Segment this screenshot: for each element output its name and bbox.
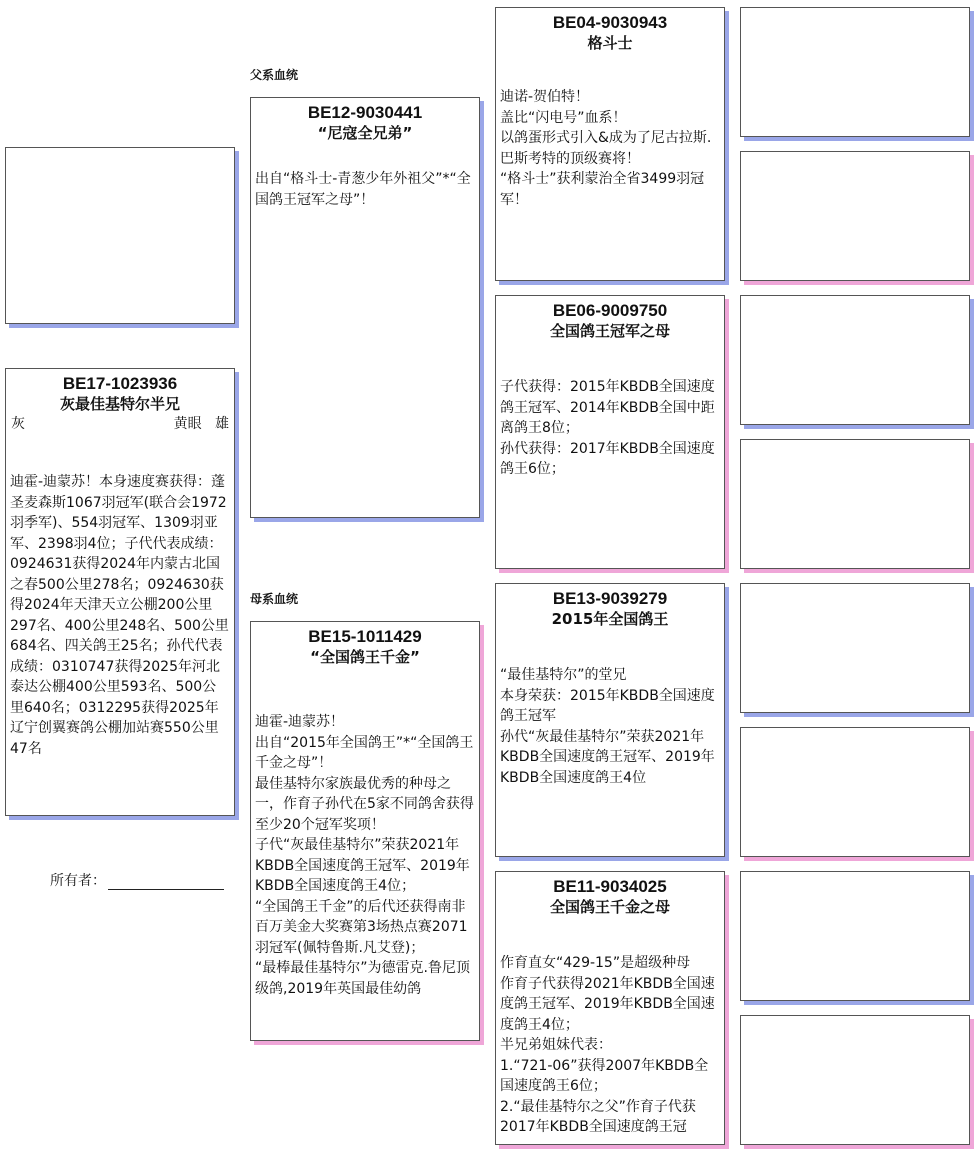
subject-eye-sex	[174, 414, 229, 434]
sire-name: “尼寇全兄弟”	[317, 124, 413, 142]
sire-sire-card	[495, 7, 725, 281]
dam-sire-card	[495, 583, 725, 857]
sire-dam-ring: BE06-9009750	[552, 301, 668, 320]
subject-name: 灰最佳基特尔半兄	[59, 395, 180, 413]
dam-dam-ring: BE11-9034025	[553, 877, 667, 896]
photo-frame	[5, 147, 235, 324]
dam-sire-ring: BE13-9039279	[552, 589, 668, 608]
owner-field	[50, 870, 224, 890]
sire-line-label: 父系血统	[250, 68, 299, 82]
great-grandparent-card	[740, 7, 970, 137]
dam-name: “全国鸽王千金”	[310, 648, 420, 666]
owner-line[interactable]	[108, 873, 224, 890]
great-grandparent-card	[740, 1015, 970, 1145]
dam-dam-name: 全国鸽王千金之母	[549, 898, 670, 916]
sire-card	[250, 97, 480, 518]
great-grandparent-card	[740, 727, 970, 857]
owner-label: 所有者：	[50, 873, 106, 889]
dam-dam-description: 作育直女“429-15”是超级种母 作育子代获得2021年KBDB全国速度鸽王冠军、2019年KBDB全国速度鸽王4位； 半兄弟姐妹代表： 1.“721-06”获得2007年KBDB全国速度鸽王6位； 2.“最佳基特尔之父”作育子代获2017年KBDB全国速度鸽王冠	[500, 955, 715, 1135]
sire-dam-card	[495, 295, 725, 569]
subject-sex: 雄	[215, 416, 229, 432]
great-grandparent-card	[740, 151, 970, 281]
dam-dam-card	[495, 871, 725, 1145]
dam-card	[250, 621, 480, 1041]
dam-ring: BE15-1011429	[308, 627, 422, 646]
great-grandparent-card	[740, 439, 970, 569]
subject-description: 迪霍-迪蒙苏！本身速度赛获得：蓬圣麦森斯1067羽冠军(联合会1972羽季军)、554羽冠军、1309羽亚军、2398羽4位；子代代表成绩：0924631获得2024年内蒙古北国之春500公里278名；0924630获得2024年天津天立公棚200公里297名、400公里248名、500公里684名、四关鸽王25名；孙代代表成绩：0310747获得2025年河北泰达公棚400公里593名、500公里640名；0312295获得2025年辽宁创翼赛鸽公棚加站赛550公里47名	[10, 474, 229, 757]
sire-dam-description: 子代获得：2015年KBDB全国速度鸽王冠军、2014年KBDB全国中距离鸽王8位； 孙代获得：2017年KBDB全国速度鸽王6位；	[500, 379, 715, 477]
sire-sire-description: 迪诺-贺伯特！ 盖比“闪电号”血系！ 以鸽蛋形式引入&成为了尼古拉斯.巴斯考特的顶级赛将！ “格斗士”获利蒙治全省3499羽冠军！	[500, 89, 712, 208]
dam-sire-description: “最佳基特尔”的堂兄 本身荣获：2015年KBDB全国速度鸽王冠军 孙代“灰最佳基特尔”荣获2021年KBDB全国速度鸽王冠军、2019年KBDB全国速度鸽王4位	[500, 667, 715, 786]
dam-description: 迪霍-迪蒙苏！ 出自“2015年全国鸽王”*“全国鸽王千金之母”！ 最佳基特尔家族最优秀的种母之一，作育子孙代在5家不同鸽舍获得至少20个冠军奖项！ 子代“灰最佳基特尔”荣获2021年KBDB全国速度鸽王冠军、2019年KBDB全国速度鸽王4位； “全国鸽王千金”的后代还获得南非百万美金大奖赛第3场热点赛2071羽冠军(佩特鲁斯.凡艾登)； “最棒最佳基特尔”为德雷克.鲁尼顶级鸽,2019年英国最佳幼鸽	[255, 714, 474, 997]
subject-eye: 黄眼	[173, 416, 202, 432]
great-grandparent-card	[740, 583, 970, 713]
sire-sire-name: 格斗士	[587, 34, 633, 52]
great-grandparent-card	[740, 295, 970, 425]
sire-description: 出自“格斗士-青葱少年外祖父”*“全国鸽王冠军之母”！	[255, 171, 471, 208]
sire-dam-name: 全国鸽王冠军之母	[549, 322, 670, 340]
subject-card	[5, 368, 235, 816]
dam-sire-name: 2015年全国鸽王	[551, 610, 669, 628]
dam-line-label: 母系血统	[250, 592, 299, 606]
subject-attributes	[6, 414, 234, 434]
subject-color: 灰	[11, 416, 25, 432]
subject-ring: BE17-1023936	[62, 374, 178, 393]
great-grandparent-card	[740, 871, 970, 1001]
sire-sire-ring: BE04-9030943	[552, 13, 668, 32]
sire-ring: BE12-9030441	[307, 103, 423, 122]
